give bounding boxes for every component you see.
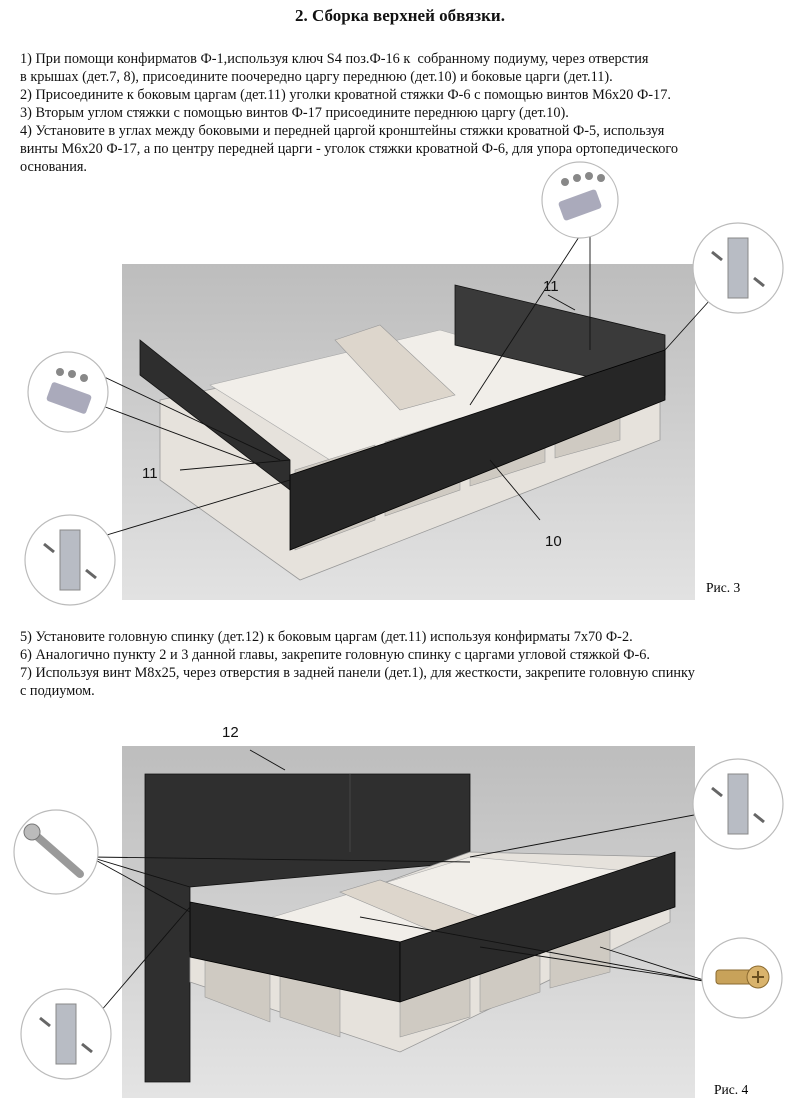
label-front-rail: 10 bbox=[545, 533, 562, 550]
figure-4-caption: Рис. 4 bbox=[714, 1082, 749, 1097]
confirmat-screw-icon bbox=[14, 810, 98, 894]
bracket-screws-icon bbox=[542, 162, 618, 238]
step-4: 4) Установите в углах между боковыми и передней царгой кронштейны стяжки кроватной Ф-5, используя винты М6х20 Ф-17, а по центру передней царги - уголок стяжки кроватной Ф-6, для упора ортопедического основания. bbox=[20, 123, 679, 175]
bracket-screws-icon bbox=[28, 352, 108, 432]
step-7: 7) Используя винт М8х25, через отверстия в задней панели (дет.1), для жесткости, закрепите головную спинку с подиумом. bbox=[20, 665, 695, 699]
figure-3 bbox=[0, 160, 800, 610]
label-side-rail-left: 11 bbox=[142, 465, 158, 482]
bolt-icon bbox=[702, 938, 782, 1018]
step-5: 5) Установите головную спинку (дет.12) к боковым царгам (дет.11) используя конфирматы 7х70 Ф-2. bbox=[20, 629, 633, 645]
tie-plate-icon bbox=[21, 989, 111, 1079]
step-2: 2) Присоедините к боковым царгам (дет.11) уголки кроватной стяжки Ф-6 с помощью винтов М6х20 Ф-17. bbox=[20, 87, 671, 103]
figure-3-caption: Рис. 3 bbox=[706, 580, 741, 595]
tie-plate-icon bbox=[693, 223, 783, 313]
label-side-rail-top: 11 bbox=[543, 278, 559, 295]
figure-4 bbox=[0, 712, 800, 1102]
step-3: 3) Вторым углом стяжки с помощью винтов Ф-17 присоедините переднюю царгу (дет.10). bbox=[20, 105, 569, 121]
tie-plate-icon bbox=[25, 515, 115, 605]
tie-plate-icon bbox=[693, 759, 783, 849]
section-title: 2. Сборка верхней обвязки. bbox=[295, 6, 505, 25]
label-headboard: 12 bbox=[222, 724, 239, 741]
step-6: 6) Аналогично пункту 2 и 3 данной главы, закрепите головную спинку с царгами угловой стяжкой Ф-6. bbox=[20, 647, 650, 663]
step-1: 1) При помощи конфирматов Ф-1,используя ключ S4 поз.Ф-16 к собранному подиуму, через отверстия в крышах (дет.7, 8), присоедините поочередно царгу переднюю (дет.10) и боковые царги (дет.11). bbox=[20, 51, 649, 85]
